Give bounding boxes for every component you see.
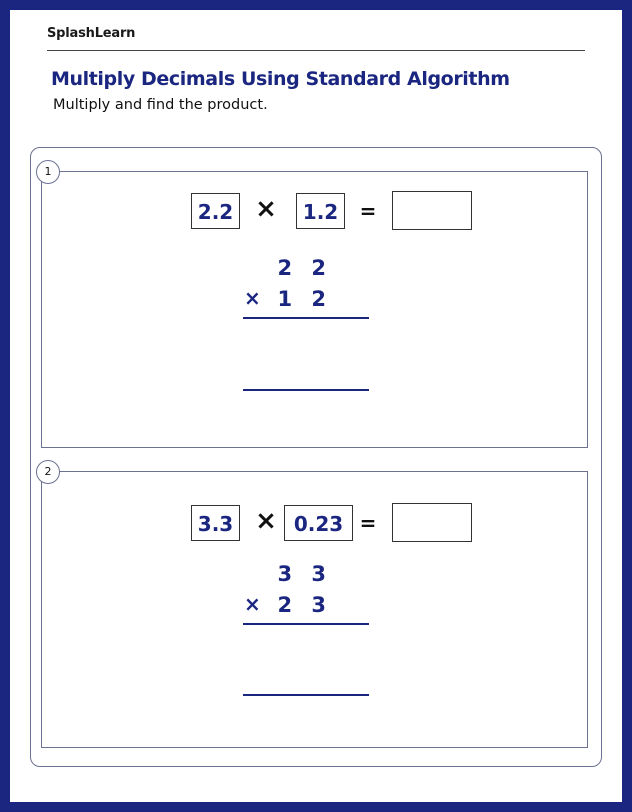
factor-2-box: 1.2 <box>296 193 345 229</box>
factor-1-box: 3.3 <box>191 505 240 541</box>
vertical-top-digits: 3 3 <box>277 562 332 586</box>
equals-symbol: = <box>359 511 377 535</box>
problem-number-badge: 2 <box>36 460 60 484</box>
brand-logo: SplashLearn <box>47 26 136 41</box>
product-line <box>243 623 369 625</box>
problem-number-badge: 1 <box>36 160 60 184</box>
vertical-top-digits: 2 2 <box>277 256 332 280</box>
multiply-symbol: × <box>255 506 277 536</box>
equals-symbol: = <box>359 199 377 223</box>
factor-1-box: 2.2 <box>191 193 240 229</box>
answer-box[interactable] <box>392 503 472 542</box>
factor-2-box: 0.23 <box>284 505 353 541</box>
vertical-bottom-digits: 2 3 <box>277 593 332 617</box>
worksheet-instructions: Multiply and find the product. <box>53 97 268 113</box>
product-line <box>243 317 369 319</box>
worksheet-page <box>10 10 622 802</box>
answer-box[interactable] <box>392 191 472 230</box>
vertical-multiply-symbol: × <box>244 592 261 616</box>
multiply-symbol: × <box>255 194 277 224</box>
vertical-bottom-digits: 1 2 <box>277 287 332 311</box>
answer-line[interactable] <box>243 389 369 391</box>
answer-line[interactable] <box>243 694 369 696</box>
header-divider <box>47 50 585 51</box>
vertical-multiply-symbol: × <box>244 286 261 310</box>
worksheet-title: Multiply Decimals Using Standard Algorithm <box>51 68 510 90</box>
